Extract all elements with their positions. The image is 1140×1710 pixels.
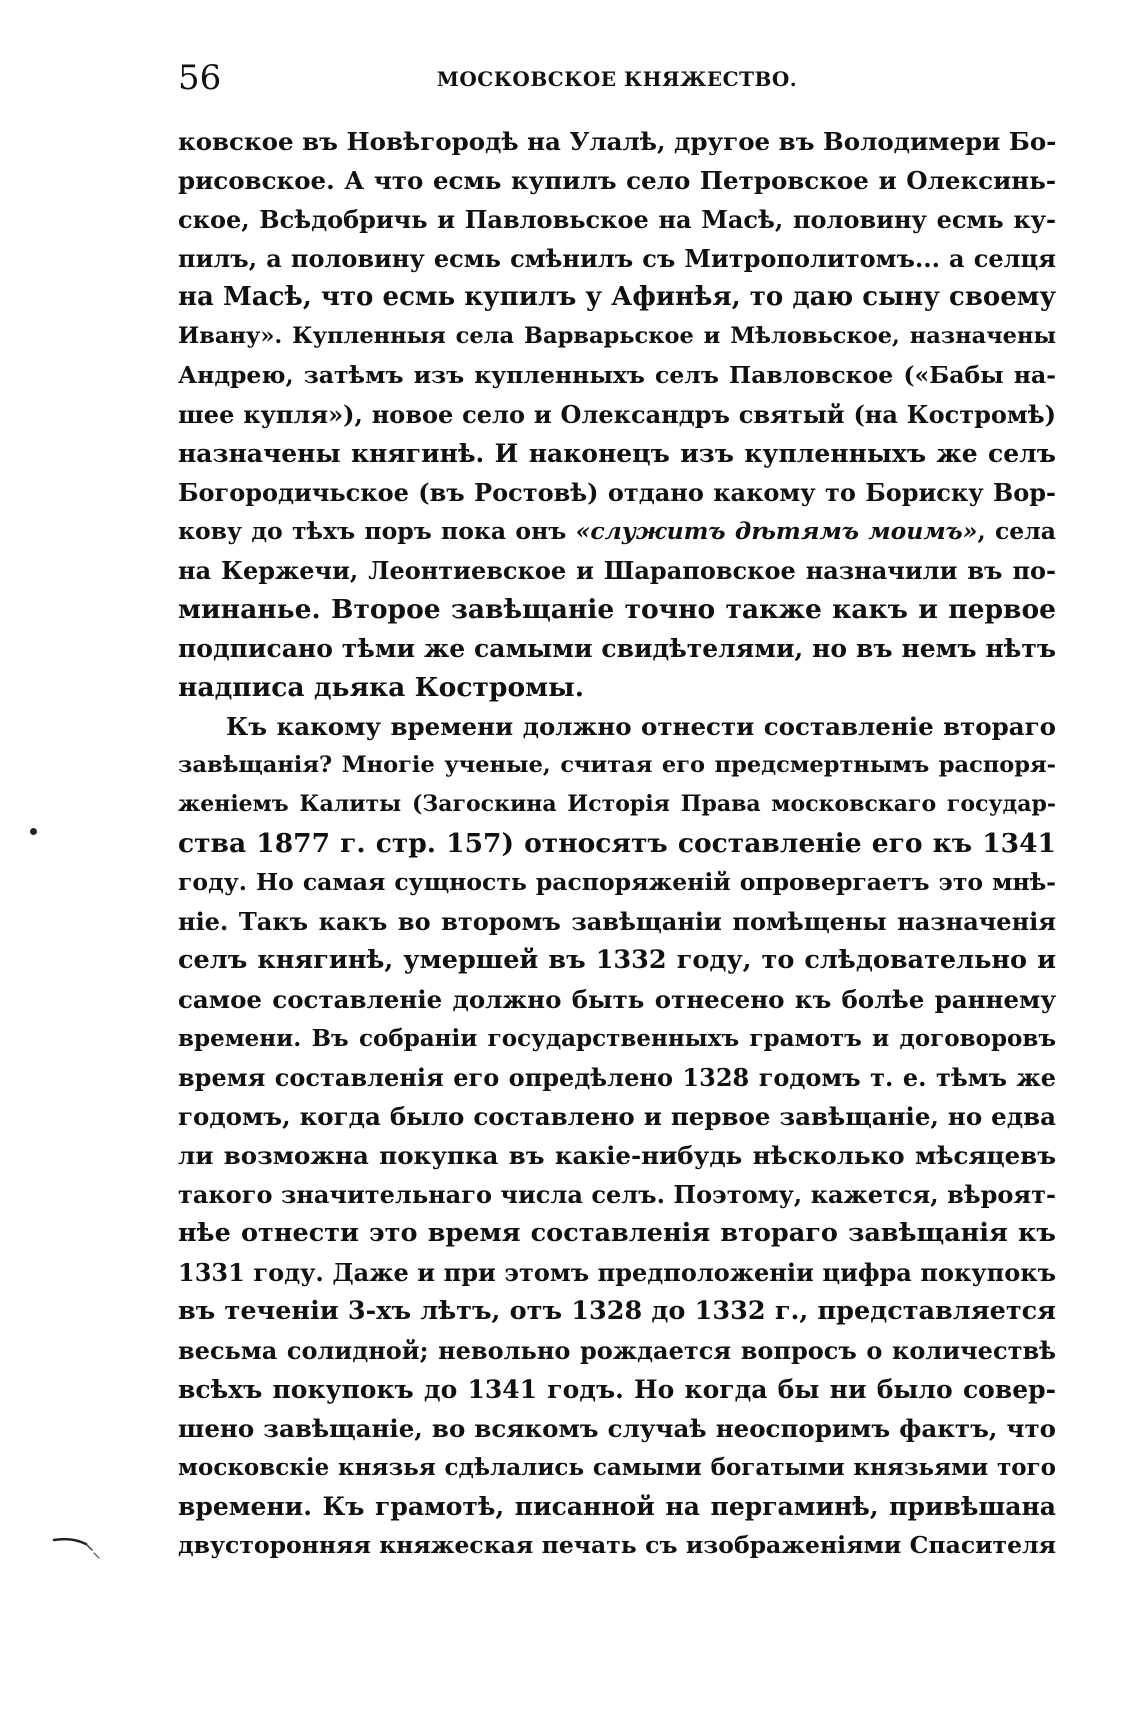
text-line: ства 1877 г. стр. 157) относятъ составленіе его къ 1341 — [178, 828, 1056, 859]
text-line: Богородичьское (въ Ростовѣ) отдано какому то Бориску Вор- — [178, 478, 1056, 507]
italic-quote: «служитъ дѣтямъ моимъ» — [575, 517, 978, 545]
text-line: въ теченіи 3-хъ лѣтъ, отъ 1328 до 1332 г., представляется — [178, 1296, 1056, 1326]
text-line: минанье. Второе завѣщаніе точно также какъ и первое — [178, 594, 1056, 625]
running-title: МОСКОВСКОЕ КНЯЖЕСТВО. — [436, 67, 798, 91]
body-text — [178, 122, 1056, 1565]
text-line: женіемъ Калиты (Загоскина Исторія Права московскаго государ- — [178, 791, 1056, 817]
text-line: московскіе князья сдѣлались самыми богатыми князьями того — [178, 1454, 1056, 1481]
text-line: весьма солидной; невольно рождается вопросъ о количествѣ — [178, 1336, 1056, 1365]
text-line: двусторонняя княжеская печать съ изображеніями Спасителя — [178, 1531, 1056, 1559]
text-line: на Масѣ, что есмь купилъ у Афинѣя, то даю сыну своему — [178, 282, 1056, 312]
text-line-with-quote — [178, 512, 1056, 551]
text-line: на Кержечи, Леонтиевское и Шараповское назначили въ по- — [178, 556, 1056, 585]
text-line: время составленія его опредѣлено 1328 годомъ т. е. тѣмъ же — [178, 1063, 1056, 1092]
text-line: Андрею, затѣмъ изъ купленныхъ селъ Павловское («Бабы на- — [178, 361, 1056, 389]
text-line: году. Но самая сущность распоряженій опровергаетъ это мнѣ- — [178, 868, 1056, 896]
text-line: подписано тѣми же самыми свидѣтелями, но въ немъ нѣтъ — [178, 634, 1056, 663]
text-line: шено завѣщаніе, во всякомъ случаѣ неоспоримъ фактъ, что — [178, 1414, 1056, 1443]
text-line: Ивану». Купленныя села Варварьское и Мѣловьское, назначены — [178, 323, 1056, 349]
text-line: надписа дьяка Костромы. — [178, 672, 584, 703]
text-line: такого значительнаго числа селъ. Поэтому, кажется, вѣроят- — [178, 1180, 1056, 1209]
text-line: шее купля»), новое село и Олександръ святый (на Костромѣ) — [178, 400, 1056, 429]
running-head — [178, 58, 1056, 98]
text-line: времени. Въ собраніи государственныхъ грамотъ и договоровъ — [178, 1025, 1056, 1052]
text-segment: кову до тѣхъ поръ пока онъ — [178, 517, 576, 545]
text-line: нѣе отнести это время составленія втораго завѣщанія къ — [178, 1218, 1056, 1248]
text-line: самое составленіе должно быть отнесено къ болѣе раннему — [178, 985, 1056, 1014]
text-line: ніе. Такъ какъ во второмъ завѣщаніи помѣщены назначенія — [178, 907, 1056, 936]
paragraph-1 — [178, 122, 1056, 707]
margin-ink-dot — [30, 828, 37, 835]
text-segment: , села — [977, 517, 1056, 545]
text-line: всѣхъ покупокъ до 1341 годъ. Но когда бы ни было совер- — [178, 1375, 1056, 1404]
text-line: времени. Къ грамотѣ, писанной на пергаминѣ, привѣшана — [178, 1492, 1056, 1521]
text-line: завѣщанія? Многіе ученые, считая его предсмертнымъ распоря- — [178, 752, 1056, 778]
text-line: рисовское. А что есмь купилъ село Петровское и Олексинь- — [178, 166, 1056, 195]
text-line: ковское въ Новѣгородѣ на Улалѣ, другое въ Володимери Бо- — [178, 127, 1056, 156]
text-line: пилъ, а половину есмь смѣнилъ съ Митрополитомъ... а селця — [178, 244, 1056, 273]
text-line: 1331 году. Даже и при этомъ предположеніи цифра покупокъ — [178, 1258, 1056, 1287]
text-line: годомъ, когда было составлено и первое завѣщаніе, но едва — [178, 1102, 1056, 1131]
paragraph-2 — [178, 707, 1056, 1565]
text-line: назначены княгинѣ. И наконецъ изъ купленныхъ же селъ — [178, 439, 1056, 468]
text-line: ли возможна покупка въ какіе-нибудь нѣсколько мѣсяцевъ — [178, 1141, 1056, 1170]
text-line: ское, Всѣдобричь и Павловьское на Масѣ, половину есмь ку- — [178, 205, 1056, 234]
text-line: селъ княгинѣ, умершей въ 1332 году, то слѣдовательно и — [178, 945, 1056, 975]
margin-pen-mark — [52, 1534, 112, 1564]
text-line: Къ какому времени должно отнести составленіе втораго — [226, 712, 1056, 741]
page-number: 56 — [178, 58, 222, 98]
